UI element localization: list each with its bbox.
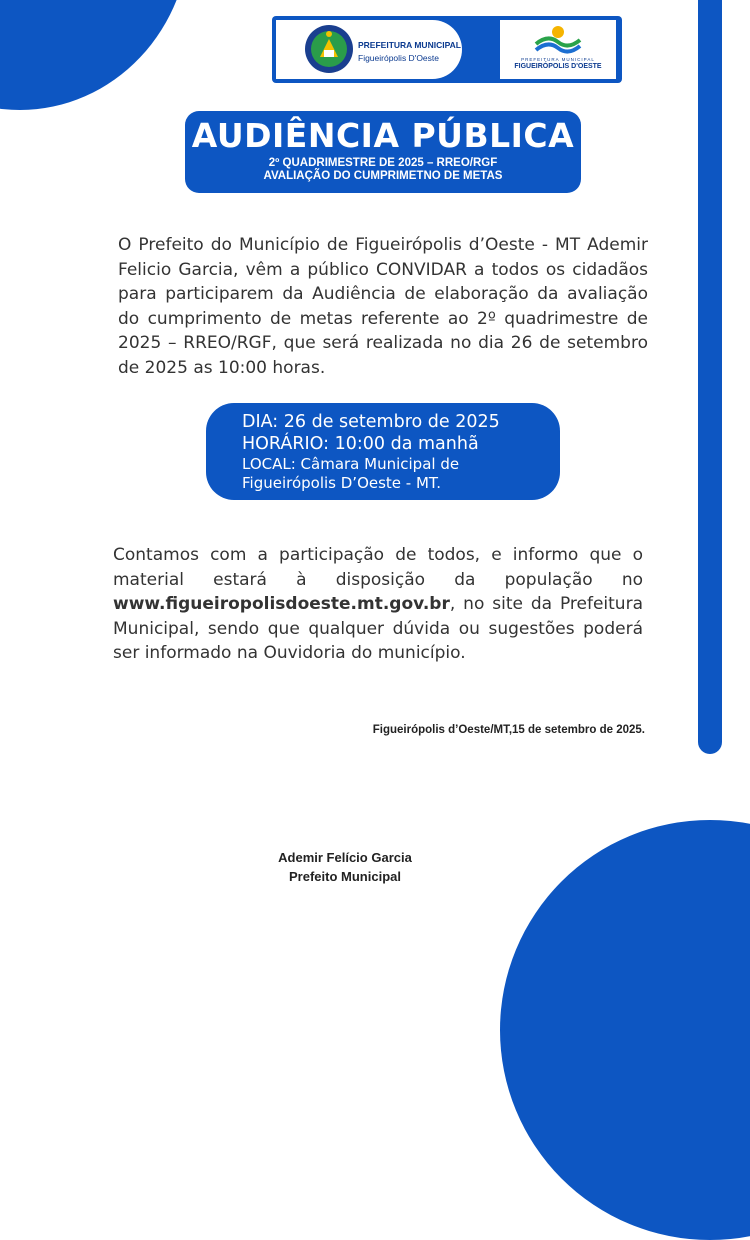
signature-role: Prefeito Municipal — [289, 869, 401, 884]
decorative-circle-bottom-right — [500, 820, 750, 1240]
decorative-circle-top-left — [0, 0, 190, 110]
title-subtitle-2: AVALIAÇÃO DO CUMPRIMETNO DE METAS — [263, 170, 503, 182]
closing-text-after-link: , no site da Prefeitura Municipal, sendo que qualquer dúvida ou sugestões poderá ser informado na Ouvidoria do município. — [113, 594, 643, 663]
date-location-line: Figueirópolis d’Oeste/MT,15 de setembro de 2025. — [372, 724, 645, 736]
closing-text-before-link: Contamos com a participação de todos, e informo que o material estará à disposição da população no — [113, 545, 643, 590]
header-logo-banner — [272, 16, 622, 83]
prefeitura-title: PREFEITURA MUNICIPAL — [358, 40, 461, 50]
city-logo-block — [500, 20, 616, 79]
municipal-seal-icon — [304, 24, 354, 74]
event-place-line-1: LOCAL: Câmara Municipal de — [242, 455, 460, 473]
closing-paragraph — [113, 543, 643, 666]
event-time: HORÁRIO: 10:00 da manhã — [242, 434, 479, 454]
title-box — [185, 111, 581, 193]
event-info-box — [206, 403, 560, 500]
signature-name: Ademir Felício Garcia — [278, 850, 412, 865]
city-emblem-icon — [532, 22, 584, 56]
page-title: AUDIÊNCIA PÚBLICA — [191, 116, 575, 155]
city-logo-name: FIGUEIRÓPOLIS D'OESTE — [514, 63, 602, 70]
decorative-vertical-bar — [698, 0, 722, 754]
title-subtitle-1: 2º QUADRIMESTRE DE 2025 – RREO/RGF — [268, 157, 498, 169]
invitation-paragraph: O Prefeito do Município de Figueirópolis d’Oeste - MT Ademir Felicio Garcia, vêm a público CONVIDAR a todos os cidadãos para participarem da Audiência de elaboração da avaliação do cumprimento de metas referente ao 2º quadrimestre de 2025 – RREO/RGF, que será realizada no dia 26 de setembro de 2025 as 10:00 horas. — [118, 235, 648, 378]
prefeitura-logo-block — [276, 20, 462, 79]
event-place-line-2: Figueirópolis D’Oeste - MT. — [242, 474, 442, 492]
prefeitura-subtitle: Figueirópolis D'Oeste — [358, 53, 439, 63]
city-logo-prefeitura-text: PREFEITURA MUNICIPAL — [521, 57, 595, 62]
event-day: DIA: 26 de setembro de 2025 — [242, 412, 500, 432]
website-link[interactable]: www.figueiropolisdoeste.mt.gov.br — [113, 594, 450, 614]
